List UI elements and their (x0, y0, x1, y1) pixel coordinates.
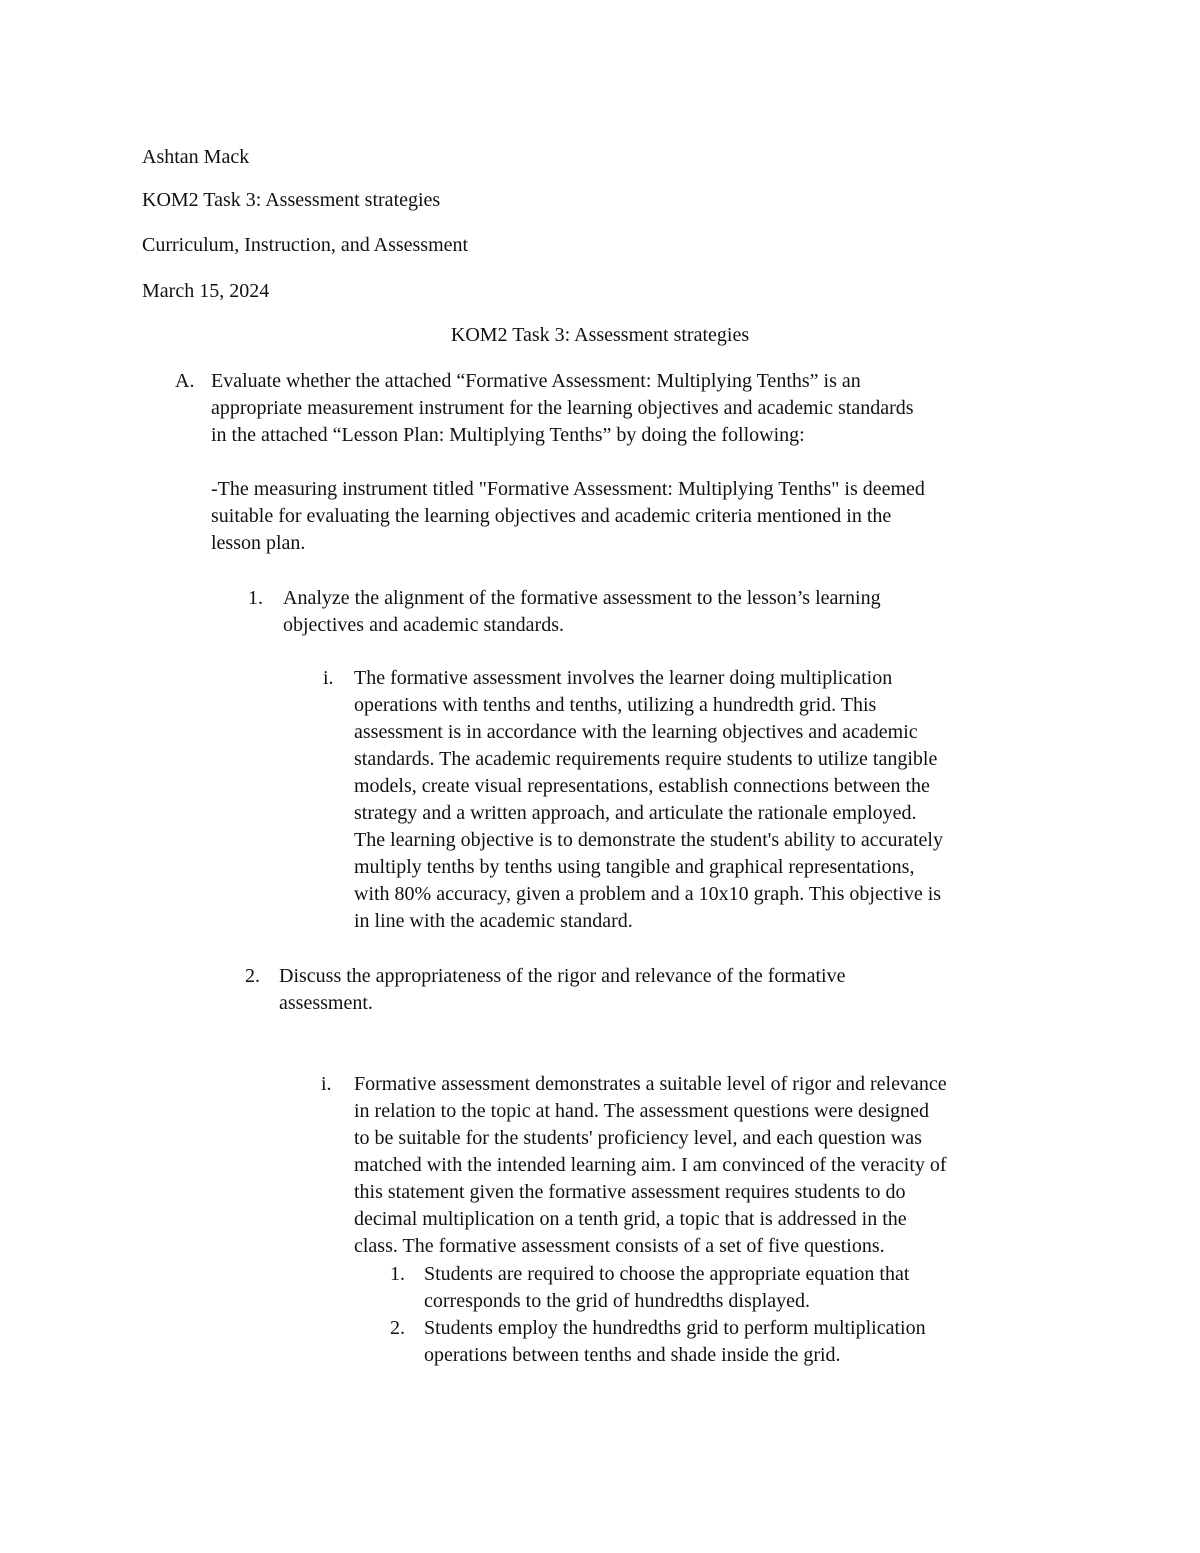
item-2-prompt: Discuss the appropriateness of the rigor and relevance of the formative assessment. (279, 965, 846, 1014)
item-1-marker: 1. (248, 587, 263, 609)
item-2-sub-marker: i. (321, 1073, 332, 1095)
section-a-marker: A. (175, 370, 195, 392)
question-2-marker: 2. (390, 1317, 405, 1339)
item-1-prompt: Analyze the alignment of the formative assessment to the lesson’s learning objectives and academic standards. (283, 587, 881, 636)
task-name: KOM2 Task 3: Assessment strategies (142, 189, 441, 211)
section-a-prompt: Evaluate whether the attached “Formative Assessment: Multiplying Tenths” is an appropriate measurement instrument for the learning objectives and academic standards in the attached “Lesson Plan: Multiplying Tenths” by doing the following: (211, 370, 914, 446)
question-2-text: Students employ the hundredths grid to perform multiplication operations between tenths and shade inside the grid. (424, 1317, 926, 1366)
document-title: KOM2 Task 3: Assessment strategies (450, 324, 750, 346)
course-name: Curriculum, Instruction, and Assessment (142, 234, 469, 256)
author-name: Ashtan Mack (142, 146, 250, 168)
question-1-marker: 1. (390, 1263, 405, 1285)
item-2-sub-text: Formative assessment demonstrates a suitable level of rigor and relevance in relation to the topic at hand. The assessment questions were designed to be suitable for the students' proficiency level, and each question was matched with the intended learning aim. I am convinced of the veracity of this statement given the formative assessment requires students to do decimal multiplication on a tenth grid, a topic that is addressed in the class. The formative assessment consists of a set of five questions. (354, 1073, 947, 1257)
item-1-sub-text: The formative assessment involves the learner doing multiplication operations with tenths and tenths, utilizing a hundredth grid. This assessment is in accordance with the learning objectives and academic standards. The academic requirements require students to utilize tangible models, create visual representations, establish connections between the strategy and a written approach, and articulate the rationale employed. The learning objective is to demonstrate the student's ability to accurately multiply tenths by tenths using tangible and graphical representations, with 80% accuracy, given a problem and a 10x10 graph. This objective is in line with the academic standard. (354, 667, 943, 932)
item-2-marker: 2. (245, 965, 260, 987)
document-date: March 15, 2024 (142, 280, 270, 302)
item-1-sub-marker: i. (323, 667, 334, 689)
section-a-answer: -The measuring instrument titled "Formative Assessment: Multiplying Tenths" is deemed suitable for evaluating the learning objectives and academic criteria mentioned in the lesson plan. (211, 478, 925, 554)
question-1-text: Students are required to choose the appropriate equation that corresponds to the grid of hundredths displayed. (424, 1263, 910, 1312)
